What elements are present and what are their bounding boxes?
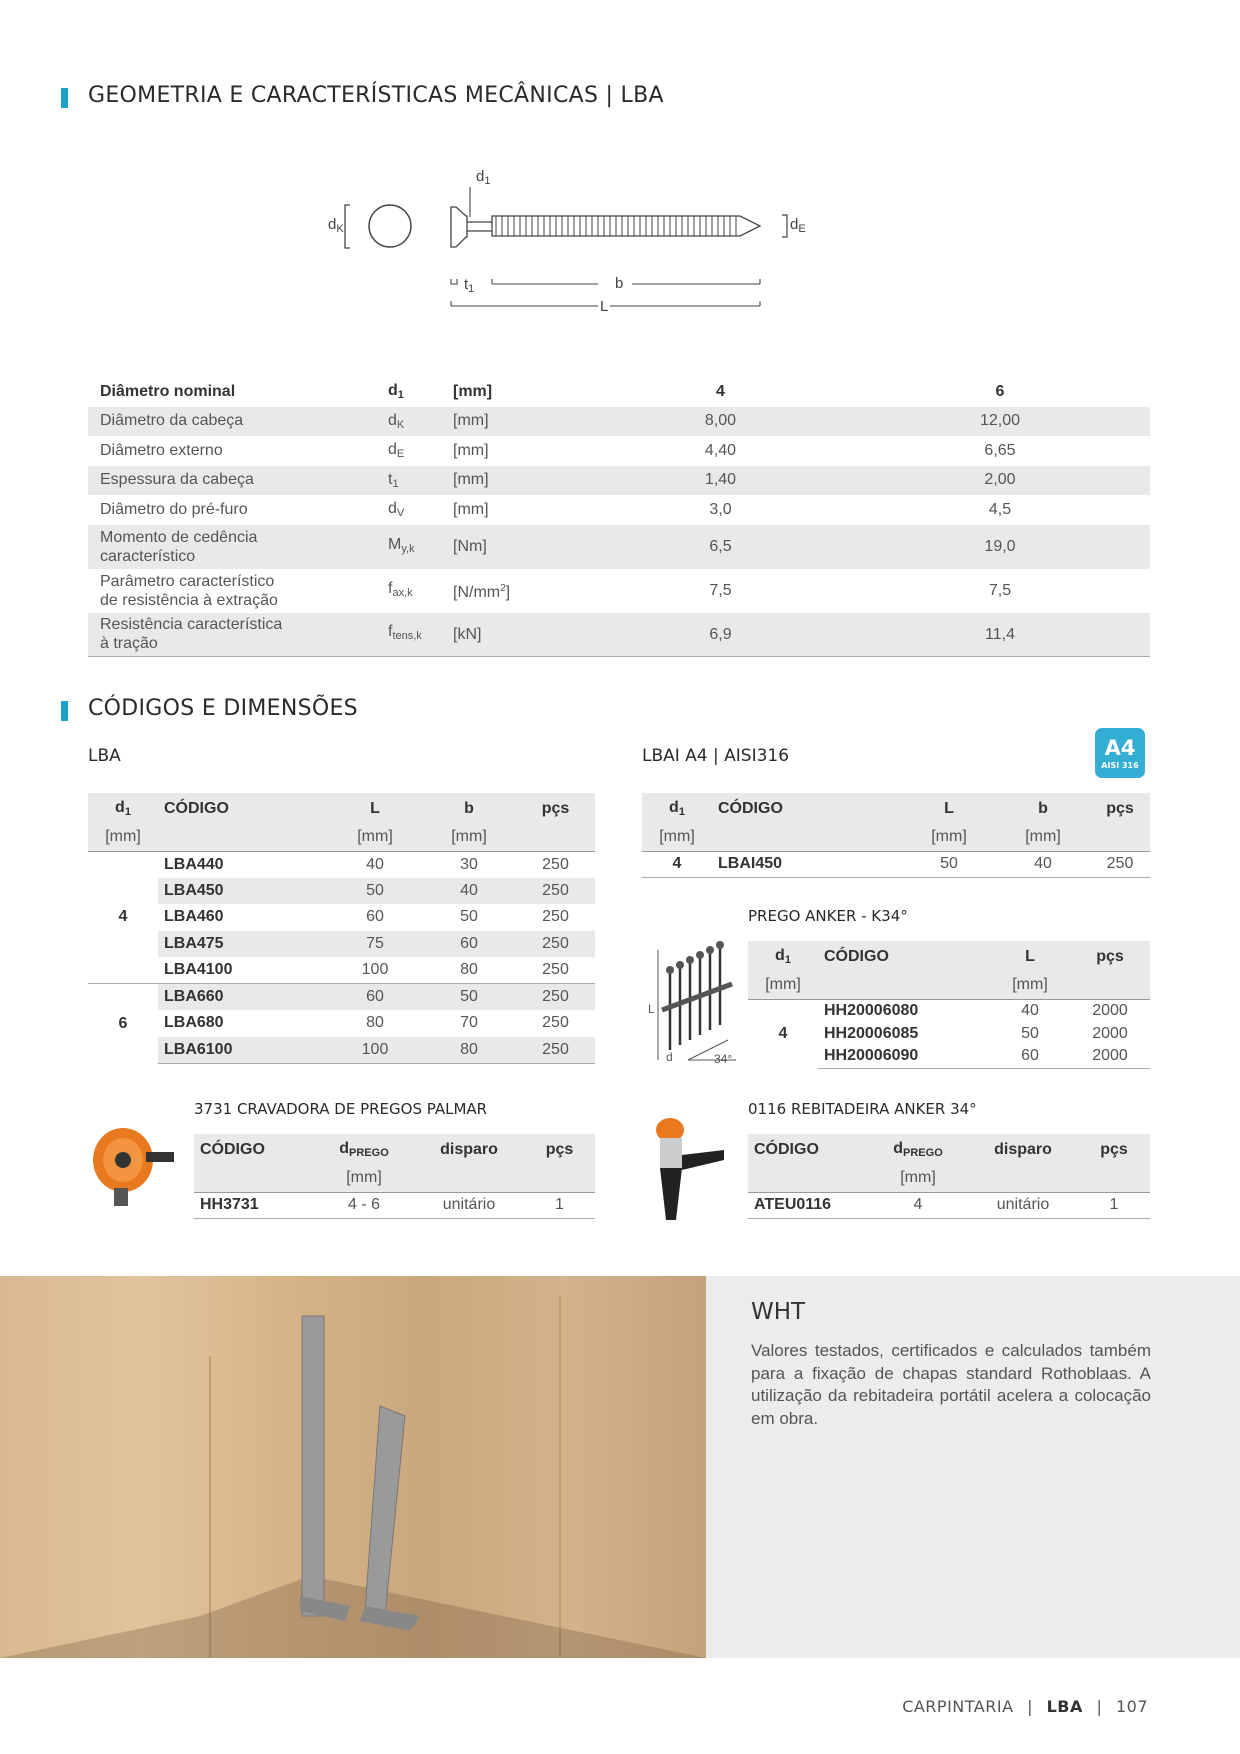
- table-row: ATEU0116 4 unitário 1: [748, 1192, 1150, 1219]
- table-row: 4 HH20006080 40 2000: [748, 999, 1150, 1022]
- table-row: Diâmetro do pré-furo $d_V$ [mm] 3,0 4,5: [100, 500, 1012, 520]
- table-row: Resistência característica à tração $f_{tens,k}$ [kN] 6,9 11,4: [88, 613, 1150, 657]
- mechanical-table: [88, 377, 1150, 657]
- palmar-table: CÓDIGO $d_{PREGO}$ disparo pçs [mm] HH3731 4 - 6 unitário 1: [194, 1134, 595, 1219]
- lba-title: LBA: [88, 746, 121, 766]
- table-row: 4 LBAI450 50 40 250: [642, 851, 1150, 878]
- coil-nailer-image: [640, 1110, 730, 1225]
- rebitadeira-title: 0116 REBITADEIRA ANKER 34°: [748, 1100, 977, 1118]
- wht-info-box: [706, 1276, 1240, 1658]
- table-row: HH3731 4 - 6 unitário 1: [194, 1192, 595, 1219]
- footer-product: LBA: [1046, 1697, 1083, 1716]
- table-row: Espessura da cabeça $t_1$ [mm] 1,40 2,00: [88, 466, 1150, 496]
- group-d-4: 4: [88, 851, 158, 984]
- lba-table: $d_1$ CÓDIGO L b pçs [mm] [mm] [mm] 4 LBA440 40 30 250 LBA450 50 40 250 LBA460 60 50 250 LBA475 75 60 250 LBA4100 100 80 250 6 LBA660 60 50 250 LBA680 80 70 250 LBA6100 100 80 250: [88, 793, 595, 1064]
- table-row: LBA4100 100 80 250: [164, 961, 569, 978]
- table-row: 6 LBA660 60 50 250: [88, 984, 595, 1011]
- section-marker: [61, 88, 68, 108]
- table-row: LBA680 80 70 250: [164, 1014, 569, 1032]
- section-marker: [61, 701, 68, 721]
- mech-header-row: Diâmetro nominal $d_1$ [mm] 4 6: [100, 382, 1005, 402]
- footer-page-number: 107: [1115, 1697, 1148, 1716]
- a4-aisi316-badge: A4 AISI 316: [1095, 728, 1145, 778]
- nail-profile: [451, 207, 467, 247]
- strip-label-d: d: [666, 1050, 673, 1064]
- diagram-label-b: b: [615, 275, 624, 292]
- table-row: Diâmetro externo $d_E$ [mm] 4,40 6,65: [100, 441, 1016, 461]
- table-row: Diâmetro da cabeça $d_K$ [mm] 8,00 12,00: [88, 407, 1150, 437]
- nail-head-circle: [369, 205, 411, 247]
- table-row: HH20006085 50 2000: [824, 1024, 1128, 1042]
- nail-strip-illustration: [648, 940, 738, 1070]
- strip-label-angle: 34°: [714, 1052, 733, 1066]
- table-row: LBA475 75 60 250: [88, 931, 595, 958]
- diagram-label-de: $d_E$: [790, 216, 806, 235]
- table-row: LBA460 60 50 250: [164, 908, 569, 926]
- page-footer: CARPINTARIA | LBA | 107: [902, 1697, 1148, 1716]
- nail-geometry-diagram: [320, 165, 820, 325]
- table-row: LBA6100 100 80 250: [88, 1037, 595, 1064]
- section-title-codes: CÓDIGOS E DIMENSÕES: [88, 696, 358, 721]
- diagram-label-dk: $d_K$: [328, 216, 344, 235]
- diagram-label-d1: $d_1$: [476, 168, 491, 187]
- anker-title: PREGO ANKER - K34°: [748, 907, 908, 925]
- palm-nailer-image: [88, 1118, 178, 1208]
- table-row: 4 LBA440 40 30 250: [88, 851, 595, 878]
- wht-text: Valores testados, certificados e calculados também para a fixação de chapas standard Rothoblaas. A utilização da rebitadeira portátil acelera a colocação em obra.: [751, 1341, 1151, 1428]
- strip-label-L: L: [648, 1002, 655, 1016]
- wht-application-photo: [0, 1276, 706, 1658]
- rebitadeira-table: CÓDIGO $d_{PREGO}$ disparo pçs [mm] ATEU0116 4 unitário 1: [748, 1134, 1150, 1219]
- diagram-label-L: L: [600, 298, 609, 315]
- anker-table: $d_1$ CÓDIGO L pçs [mm] [mm] 4 HH20006080 40 2000 HH20006085 50 2000 HH20006090 60 2000: [748, 941, 1150, 1069]
- group-d-6: 6: [88, 984, 158, 1064]
- lbai-table: $d_1$ CÓDIGO L b pçs [mm] [mm] [mm] 4 LBAI450 50 40 250: [642, 793, 1150, 878]
- table-row: Parâmetro característico de resistência à extração $f_{ax,k}$ $[N/mm^2]$ 7,5 7,5: [100, 572, 1012, 609]
- section-title-mechanical: GEOMETRIA E CARACTERÍSTICAS MECÂNICAS | LBA: [88, 83, 664, 108]
- diagram-label-t1: $t_1$: [464, 276, 475, 295]
- table-row: Momento de cedência característico $M_{y,k}$ [Nm] 6,5 19,0: [88, 525, 1150, 569]
- lbai-title: LBAI A4 | AISI316: [642, 746, 790, 766]
- footer-section: CARPINTARIA: [902, 1697, 1014, 1716]
- table-row: HH20006090 60 2000: [748, 1045, 1150, 1068]
- wht-title: WHT: [751, 1299, 806, 1325]
- table-row: LBA450 50 40 250: [88, 878, 595, 905]
- palmar-title: 3731 CRAVADORA DE PREGOS PALMAR: [194, 1100, 488, 1118]
